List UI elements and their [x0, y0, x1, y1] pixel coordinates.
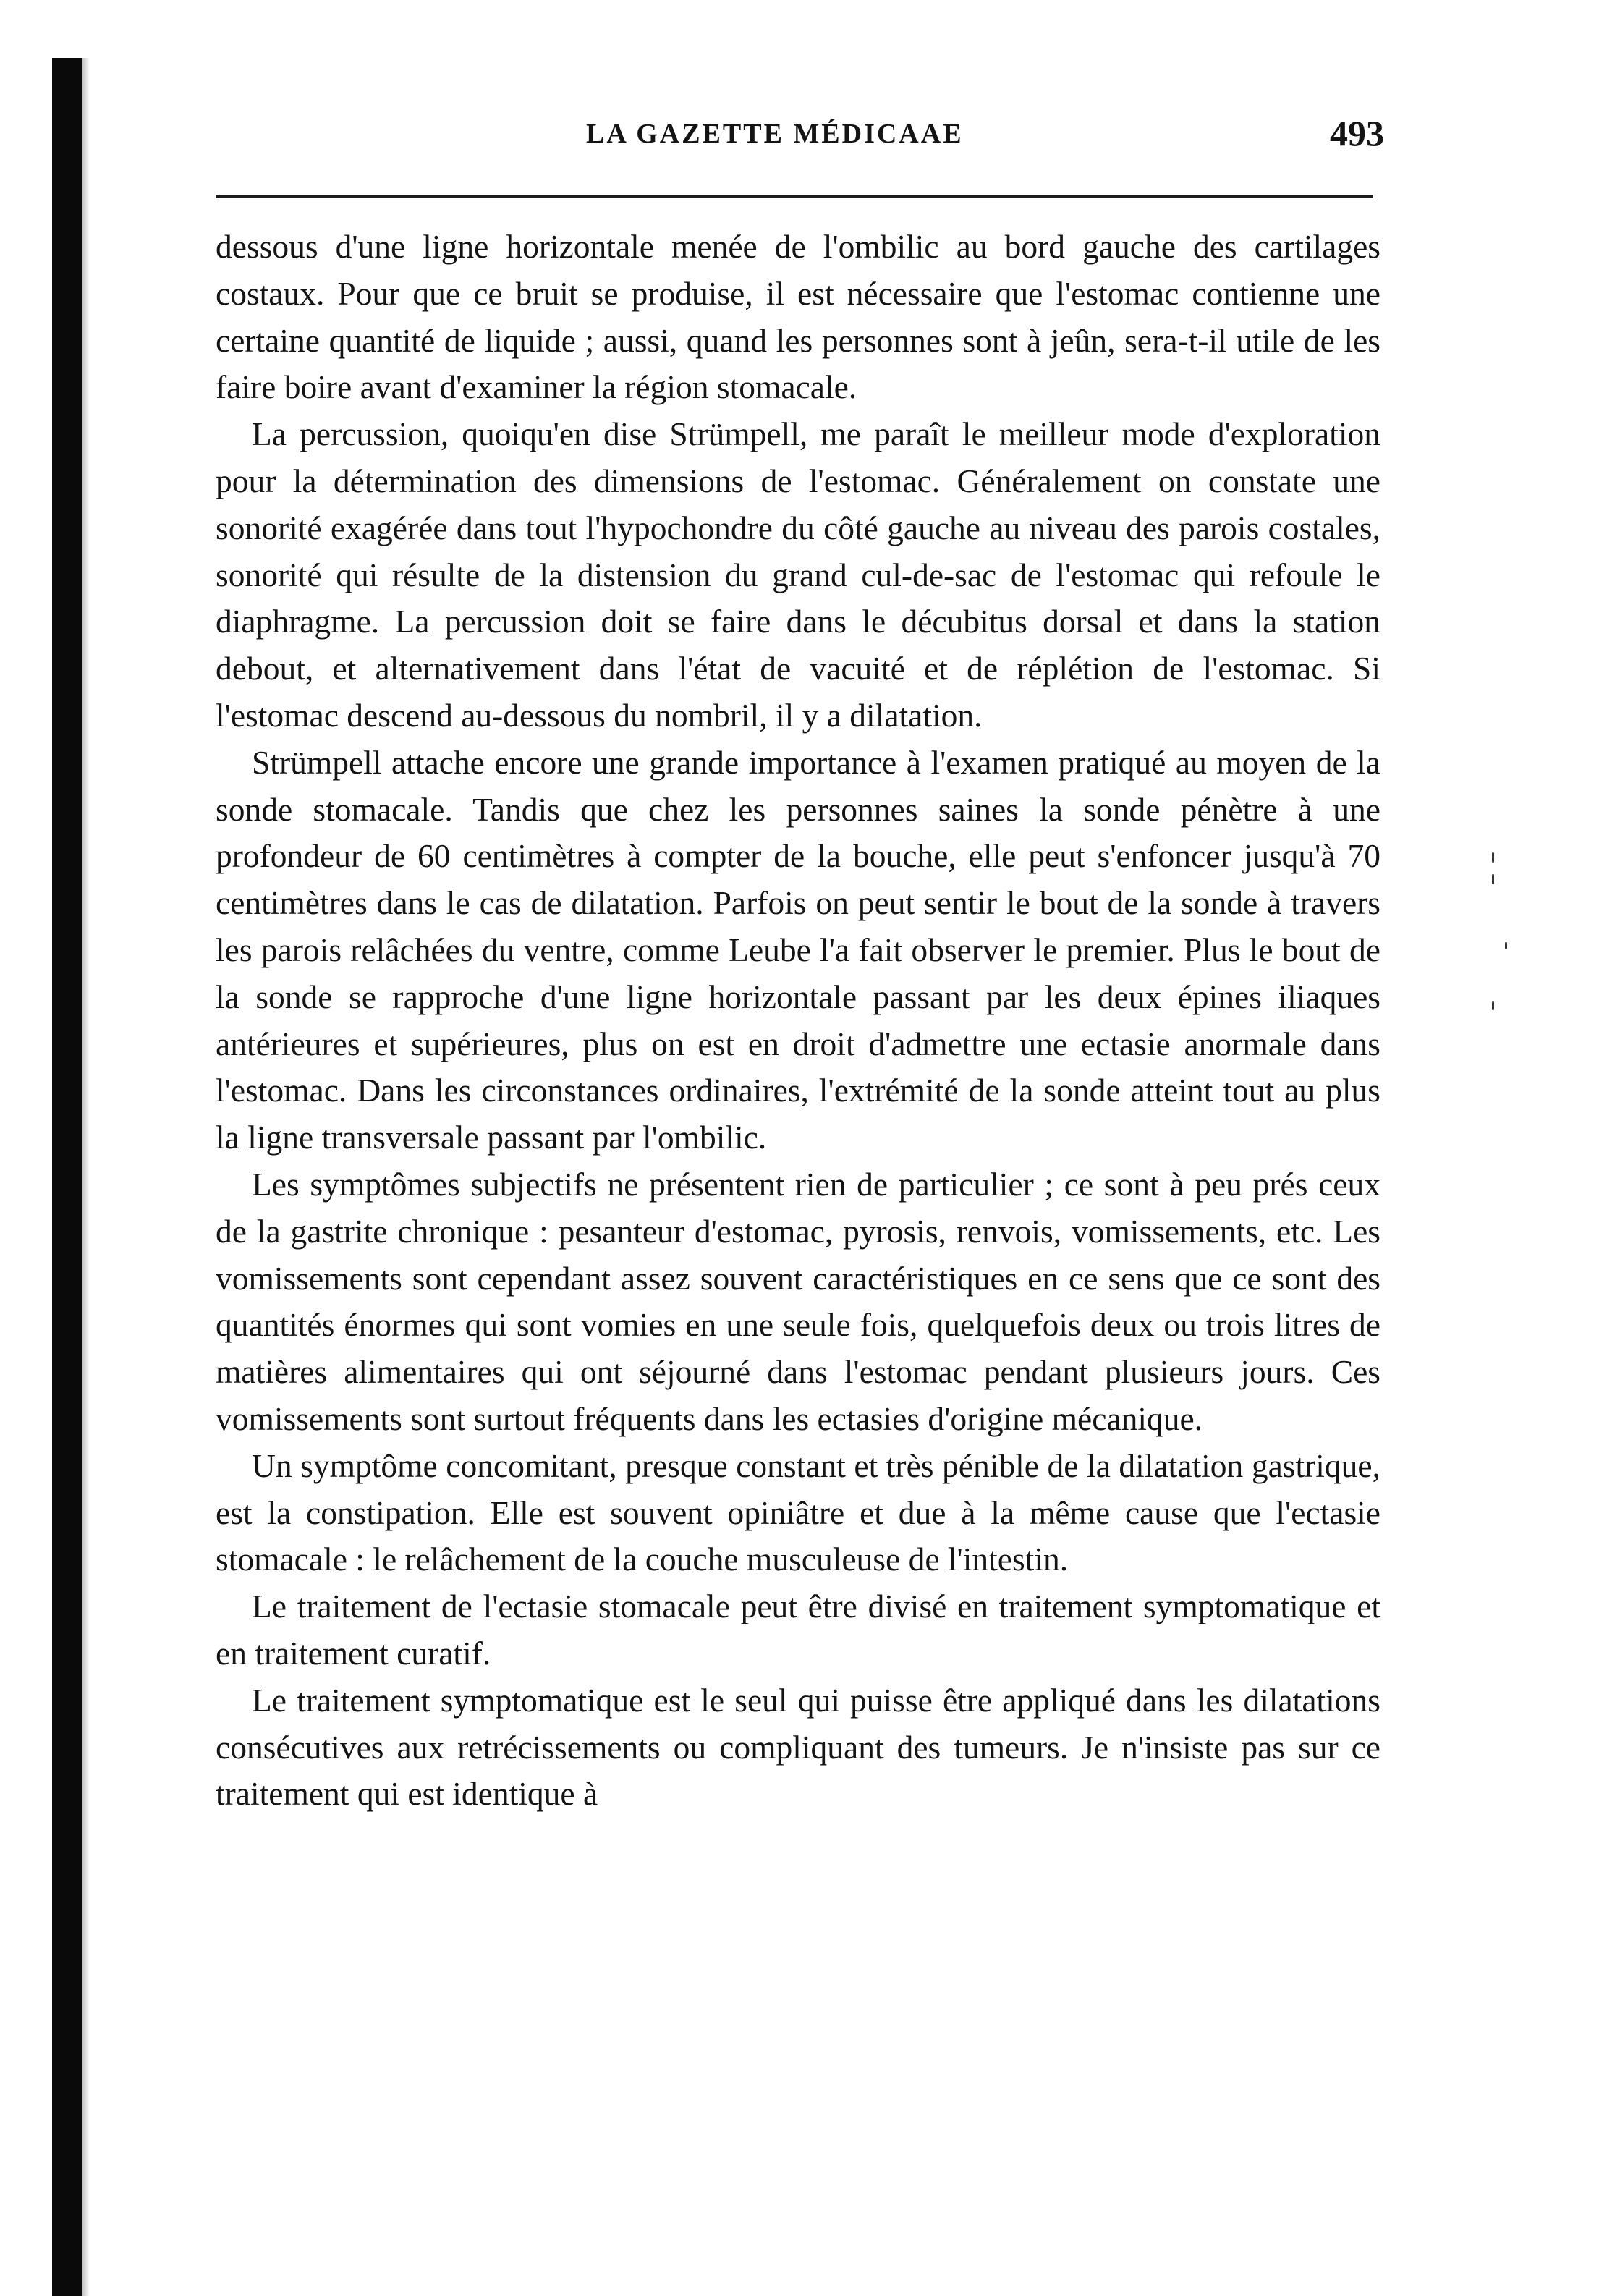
- scan-speck: [1492, 1001, 1494, 1010]
- paragraph: Les symptômes subjectifs ne présentent rien de particulier ; ce sont à peu prés ceux de la gastrite chronique : pesanteur d'estomac, pyrosis, renvois, vomissements, etc. Les vomissements sont cependant assez souvent caractéristiques en ce sens que ce sont des quantités énormes qui sont vomies en une seule fois, quelquefois deux ou trois litres de matières alimentaires qui ont séjourné dans l'estomac pendant plusieurs jours. Ces vomissements sont surtout fréquents dans les ectasies d'origine mécanique.: [216, 1165, 1380, 1437]
- paragraph: dessous d'une ligne horizontale menée de l'ombilic au bord gauche des cartilages costaux. Pour que ce bruit se produise, il est nécessaire que l'estomac contienne une certaine quantité de liquide ; aussi, quand les personnes sont à jeûn, sera-t-il utile de les faire boire avant d'examiner la région stomacale.: [216, 228, 1380, 406]
- page: [216, 105, 1384, 1813]
- paragraph: La percussion, quoiqu'en dise Strümpell, me paraît le meilleur mode d'exploration pour la détermination des dimensions de l'estomac. Généralement on constate une sonorité exagérée dans tout l'hypochondre du côté gauche au niveau des parois costales, sonorité qui résulte de la distension du grand cul-de-sac de l'estomac qui refoule le diaphragme. La percussion doit se faire dans le décubitus dorsal et dans la station debout, et alternativement dans l'état de vacuité et de réplétion de l'estomac. Si l'estomac descend au-dessous du nombril, il y a dilatation.: [216, 415, 1380, 734]
- body-text: [216, 224, 1380, 1818]
- paragraph: Un symptôme concomitant, presque constant et très pénible de la dilatation gastrique, est la constipation. Elle est souvent opiniâtre et due à la même cause que l'ectasie stomacale : le relâchement de la couche musculeuse de l'intestin.: [216, 1446, 1380, 1578]
- page-number: 493: [1330, 113, 1384, 153]
- header-rule: [216, 195, 1373, 198]
- running-title: LA GAZETTE MÉDICAAE: [586, 119, 964, 149]
- paragraph: Le traitement de l'ectasie stomacale peut être divisé en traitement symptomatique et en traitement curatif.: [216, 1588, 1380, 1672]
- scan-speck: [1492, 874, 1494, 884]
- scan-speck: [1492, 852, 1494, 863]
- scan-binding-edge: [52, 58, 82, 2296]
- paragraph: Le traitement symptomatique est le seul qui puisse être appliqué dans les dilatations consécutives aux retrécissements ou compliquant des tumeurs. Je n'insiste pas sur ce traitement qui est identique à: [216, 1681, 1380, 1813]
- scan-binding-shadow: [82, 58, 90, 2296]
- scan-speck: [1505, 942, 1507, 949]
- page-header: [216, 105, 1384, 177]
- paragraph: Strümpell attache encore une grande importance à l'examen pratiqué au moyen de la sonde stomacale. Tandis que chez les personnes saines la sonde pénètre à une profondeur de 60 centimètres à compter de la bouche, elle peut s'enfoncer jusqu'à 70 centimètres dans le cas de dilatation. Parfois on peut sentir le bout de la sonde à travers les parois relâchées du ventre, comme Leube l'a fait observer le premier. Plus le bout de la sonde se rapproche d'une ligne horizontale passant par les deux épines iliaques antérieures et supérieures, plus on est en droit d'admettre une ectasie anormale dans l'estomac. Dans les circonstances ordinaires, l'extrémité de la sonde atteint tout au plus la ligne transversale passant par l'ombilic.: [216, 743, 1380, 1156]
